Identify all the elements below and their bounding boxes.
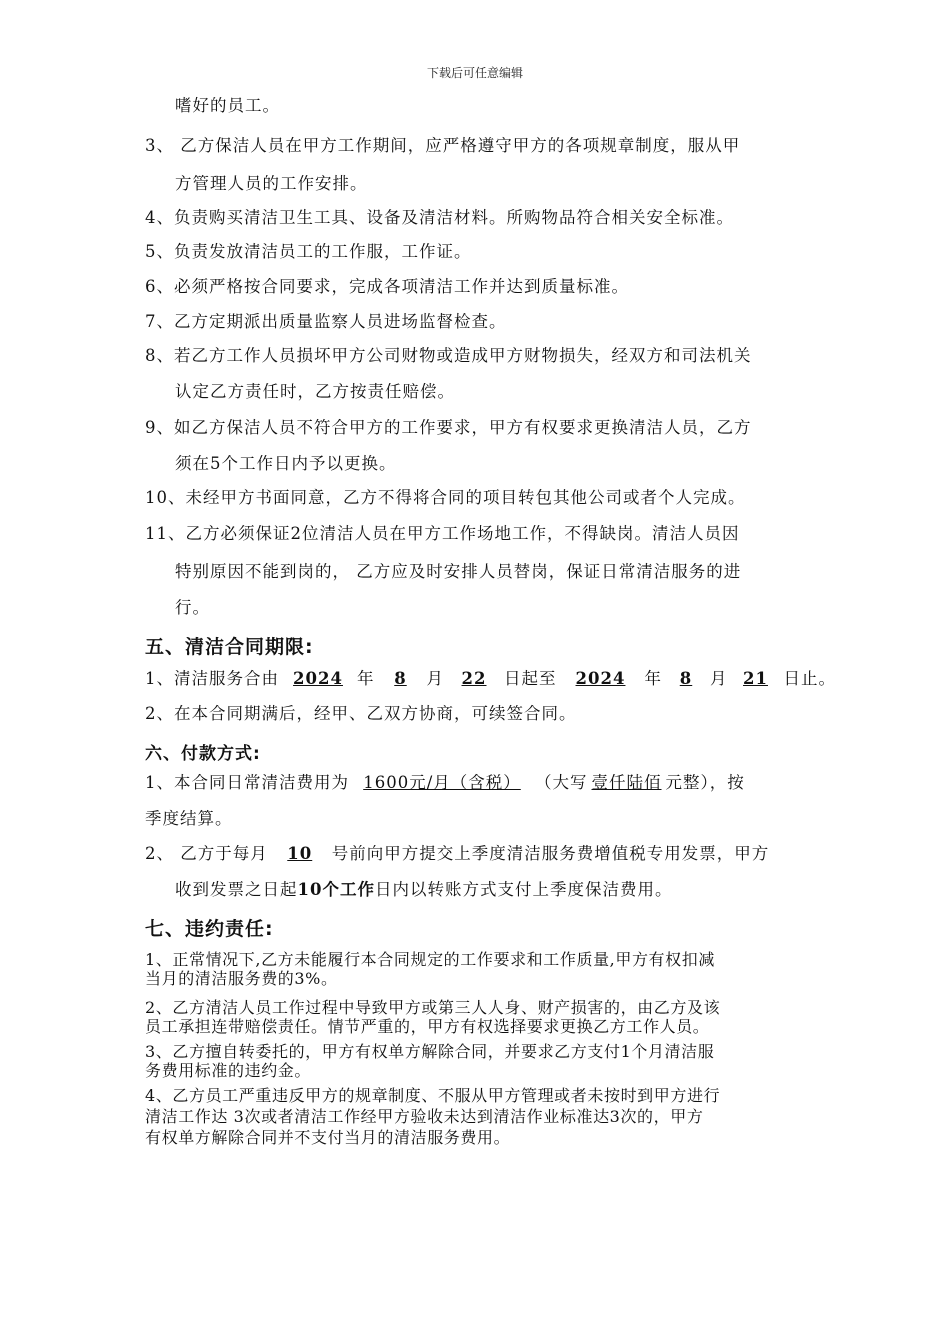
list-item: 4、负责购买清洁卫生工具、设备及清洁材料。所购物品符合相关安全标准。 (145, 208, 734, 227)
list-item: 10、未经甲方书面同意，乙方不得将合同的项目转包其他公司或者个人完成。 (145, 488, 746, 507)
section-title-liability: 七、违约责任: (145, 918, 274, 940)
list-item: 清洁工作达 3次或者清洁工作经甲方验收未达到清洁作业标准达3次的，甲方 (145, 1107, 704, 1126)
list-item: 当月的清洁服务费的3%。 (145, 969, 338, 988)
list-item: 5、负责发放清洁员工的工作服，工作证。 (145, 242, 472, 261)
list-item: 须在5个工作日内予以更换。 (175, 454, 397, 473)
list-item: 2、乙方清洁人员工作过程中导致甲方或第三人人身、财产损害的，由乙方及该 (145, 998, 721, 1017)
list-item: 季度结算。 (145, 809, 233, 828)
list-item: 认定乙方责任时，乙方按责任赔偿。 (175, 382, 455, 401)
section-title-contract-period: 五、清洁合同期限: (145, 636, 314, 658)
payment-item-1: 1、本合同日常清洁费用为 1600元/月（含税） （大写 壹仟陆佰 元整），按 (145, 773, 745, 792)
list-item: 7、乙方定期派出质量监察人员进场监督检查。 (145, 312, 507, 331)
list-item: 3、 乙方保洁人员在甲方工作期间，应严格遵守甲方的各项规章制度，服从甲 (145, 136, 741, 155)
list-item: 务费用标准的违约金。 (145, 1061, 312, 1080)
payment-item-2-line2: 收到发票之日起10个工作日内以转账方式支付上季度保洁费用。 (175, 880, 673, 899)
list-item: 行。 (175, 598, 210, 617)
list-item: 有权单方解除合同并不支付当月的清洁服务费用。 (145, 1128, 511, 1147)
list-item: 特别原因不能到岗的， 乙方应及时安排人员替岗，保证日常清洁服务的进 (175, 562, 742, 581)
list-item: 方管理人员的工作安排。 (175, 174, 368, 193)
list-item: 11、乙方必须保证2位清洁人员在甲方工作场地工作，不得缺岗。清洁人员因 (145, 524, 740, 543)
contract-period-item: 1、清洁服务合由 2024 年 8 月 22 日起至 2024 年 8 月 21 日止。 (145, 669, 836, 688)
list-item: 8、若乙方工作人员损坏甲方公司财物或造成甲方财物损失，经双方和司法机关 (145, 346, 752, 365)
list-item: 9、如乙方保洁人员不符合甲方的工作要求，甲方有权要求更换清洁人员，乙方 (145, 418, 752, 437)
payment-item-2: 2、 乙方于每月 10 号前向甲方提交上季度清洁服务费增值税专用发票，甲方 (145, 844, 770, 863)
list-item: 1、正常情况下,乙方未能履行本合同规定的工作要求和工作质量,甲方有权扣减 (145, 950, 715, 969)
list-item: 嗜好的员工。 (175, 96, 280, 115)
list-item: 4、乙方员工严重违反甲方的规章制度、不服从甲方管理或者未按时到甲方进行 (145, 1086, 721, 1105)
page-header: 下载后可任意编辑 (426, 66, 523, 80)
list-item: 6、必须严格按合同要求，完成各项清洁工作并达到质量标准。 (145, 277, 629, 296)
list-item: 3、乙方擅自转委托的，甲方有权单方解除合同，并要求乙方支付1个月清洁服 (145, 1042, 715, 1061)
section-title-payment: 六、付款方式: (145, 744, 261, 764)
list-item: 2、在本合同期满后，经甲、乙双方协商，可续签合同。 (145, 704, 577, 723)
list-item: 员工承担连带赔偿责任。情节严重的，甲方有权选择要求更换乙方工作人员。 (145, 1017, 710, 1036)
